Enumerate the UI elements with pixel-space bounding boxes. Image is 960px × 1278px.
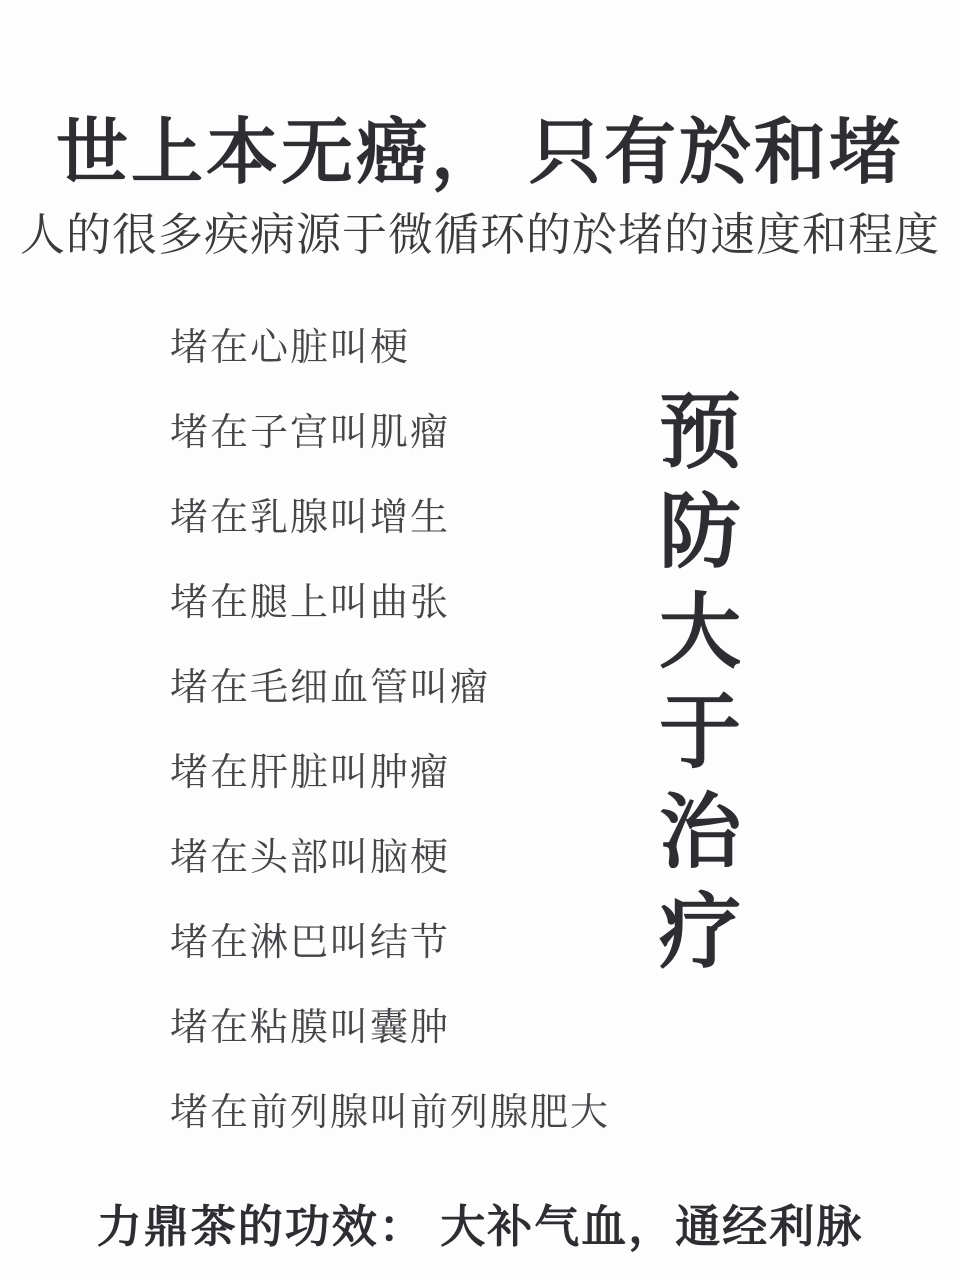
list-item: 堵在心脏叫梗 xyxy=(170,327,411,369)
poster-title: 世上本无癌， 只有於和堵 xyxy=(55,113,904,193)
list-item: 堵在前列腺叫前列腺肥大 xyxy=(170,1092,611,1134)
list-item: 堵在头部叫脑梗 xyxy=(170,837,451,879)
list-item: 堵在毛细血管叫瘤 xyxy=(170,667,491,709)
list-item: 堵在乳腺叫增生 xyxy=(170,497,451,539)
list-item: 堵在淋巴叫结节 xyxy=(170,922,451,964)
list-item: 堵在子宫叫肌瘤 xyxy=(170,412,451,454)
poster-subtitle: 人的很多疾病源于微循环的於堵的速度和程度 xyxy=(19,210,940,260)
list-item: 堵在肝脏叫肿瘤 xyxy=(170,752,451,794)
list-item: 堵在腿上叫曲张 xyxy=(170,582,451,624)
footer-slogan: 力鼎茶的功效： 大补气血，通经利脉 xyxy=(96,1201,864,1252)
vertical-slogan: 预防大于治疗 xyxy=(658,387,741,978)
list-item: 堵在粘膜叫囊肿 xyxy=(170,1007,451,1049)
blockage-list xyxy=(170,301,610,1151)
